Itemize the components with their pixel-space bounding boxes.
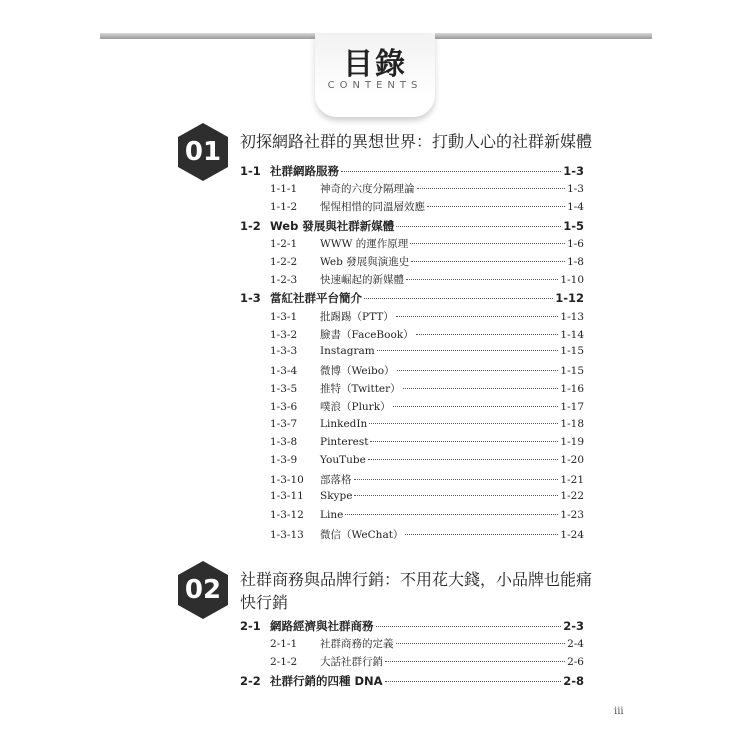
toc-subsection[interactable] — [240, 181, 584, 199]
toc-subsection[interactable] — [240, 399, 584, 417]
header-rule-left — [100, 33, 340, 39]
toc-entry-page: 1-15 — [560, 365, 584, 378]
toc-entry-number: 2-1-1 — [270, 638, 298, 651]
toc-subsection[interactable] — [240, 254, 584, 272]
dot-leader — [385, 661, 565, 662]
dot-leader — [396, 226, 561, 227]
toc-subsection[interactable] — [240, 418, 584, 436]
toc-entry-page: 1-12 — [555, 291, 584, 306]
dot-leader — [345, 514, 558, 515]
toc-entry-title: Pinterest — [320, 435, 369, 448]
toc-entry-title: 快速崛起的新媒體 — [320, 274, 404, 287]
toc-entry-number: 1-3-9 — [270, 454, 298, 466]
toc-entry-page: 1-16 — [560, 383, 584, 396]
dot-leader — [393, 406, 559, 407]
toc-entry-number: 2-2 — [240, 673, 261, 688]
toc-subsection[interactable] — [240, 436, 584, 454]
toc-entry-title: 噗浪（Plurk） — [320, 401, 391, 414]
toc-subsection[interactable] — [240, 327, 584, 345]
toc-entry-page: 2-4 — [567, 638, 584, 651]
toc-entry-page: 1-13 — [560, 310, 584, 323]
toc-section[interactable] — [240, 163, 584, 181]
dot-leader — [405, 534, 558, 535]
toc-entry-number: 1-2 — [240, 218, 261, 233]
toc-entry-number: 1-3-11 — [270, 490, 304, 503]
toc-entry-page: 1-10 — [560, 274, 584, 287]
toc-subsection[interactable] — [240, 272, 584, 290]
toc-subsection[interactable] — [240, 654, 584, 672]
toc-subsection[interactable] — [240, 636, 584, 654]
dot-leader — [411, 261, 565, 262]
toc-entry-number: 1-3-5 — [270, 383, 298, 396]
toc-entry-number: 2-1-2 — [270, 656, 298, 669]
dot-leader — [427, 206, 565, 207]
dot-leader — [354, 479, 559, 480]
toc-entry-number: 1-3-7 — [270, 417, 298, 430]
toc-entry-page: 1-17 — [560, 401, 584, 414]
toc-entry-number: 1-3-2 — [270, 328, 298, 341]
toc-entry-number: 1-2-3 — [270, 274, 298, 287]
toc-entry-title: 當紅社群平台簡介 — [270, 291, 362, 306]
toc-entry-title: LinkedIn — [320, 417, 368, 430]
toc-subsection[interactable] — [240, 527, 584, 545]
toc-entry-number: 1-2-1 — [270, 237, 298, 250]
toc-subsection[interactable] — [240, 472, 584, 490]
toc-entry-number: 1-3-12 — [270, 508, 304, 521]
toc-entry-page: 1-3 — [563, 164, 584, 178]
toc-entry-number: 1-1-1 — [270, 183, 298, 196]
toc-entry-number: 1-1 — [240, 164, 261, 178]
toc-entry-page: 1-15 — [560, 344, 584, 357]
toc-entry-number: 1-3-8 — [270, 435, 298, 448]
dot-leader — [410, 243, 565, 244]
toc-entry-page: 1-6 — [567, 237, 584, 250]
toc-entry-number: 2-1 — [240, 619, 261, 633]
toc-entry-number: 1-3-6 — [270, 401, 298, 414]
toc-entry-title: 社群網路服務 — [270, 164, 339, 178]
toc-entry-number: 1-3 — [240, 291, 261, 306]
toc-entry-title: YouTube — [320, 454, 366, 466]
toc-entry-title: 微博（Weibo） — [320, 365, 395, 378]
toc-section[interactable] — [240, 673, 584, 691]
toc-entry-page: 1-20 — [560, 454, 584, 466]
toc-entry-title: 批踢踢（PTT） — [320, 310, 394, 323]
toc-entry-number: 1-3-3 — [270, 344, 298, 357]
toc-entry-title: Web 發展與演進史 — [320, 255, 410, 268]
toc-entry-page: 2-3 — [563, 619, 584, 633]
toc-section[interactable] — [240, 290, 584, 308]
toc-entry-page: 1-14 — [560, 328, 584, 341]
page-title: 目錄 — [343, 47, 407, 82]
toc-subsection[interactable] — [240, 345, 584, 363]
toc-entry-number: 1-2-2 — [270, 255, 298, 268]
toc-entry-title: 惺惺相惜的同溫層效應 — [320, 201, 425, 214]
toc-section[interactable] — [240, 618, 584, 636]
page-number: iii — [614, 706, 624, 717]
toc-entry-page: 1-19 — [560, 435, 584, 448]
toc-entry-page: 1-3 — [567, 183, 584, 196]
toc-subsection[interactable] — [240, 454, 584, 472]
dot-leader — [406, 279, 558, 280]
toc-entry-page: 1-8 — [567, 255, 584, 268]
contents-header — [315, 33, 435, 117]
dot-leader — [369, 423, 558, 424]
dot-leader — [368, 459, 559, 460]
toc-entry-page: 2-6 — [567, 656, 584, 669]
toc-entry-title: WWW 的運作原理 — [320, 237, 409, 250]
dot-leader — [416, 334, 559, 335]
toc-entry-title: Web 發展與社群新媒體 — [270, 218, 395, 233]
toc-entry-title: 網路經濟與社群商務 — [270, 619, 374, 633]
toc-entry-title: 神奇的六度分隔理論 — [320, 183, 415, 196]
toc-entry-title: Instagram — [320, 344, 375, 357]
toc-section[interactable] — [240, 218, 584, 236]
toc-entry-page: 1-4 — [567, 201, 584, 214]
chapter-number: 02 — [184, 575, 222, 605]
toc-entry-title: Line — [320, 508, 344, 521]
dot-leader — [403, 388, 559, 389]
toc-entry-page: 1-21 — [560, 474, 584, 487]
toc-entry-number: 1-3-4 — [270, 365, 298, 378]
dot-leader — [376, 626, 562, 627]
dot-leader — [417, 188, 566, 189]
toc-subsection[interactable] — [240, 490, 584, 508]
toc-entry-number: 1-3-10 — [270, 474, 304, 487]
toc-list-chapter-02 — [240, 618, 584, 691]
page-subtitle: CONTENTS — [327, 80, 423, 91]
toc-entry-title: 推特（Twitter） — [320, 383, 401, 396]
toc-entry-title: 大話社群行銷 — [320, 656, 383, 669]
toc-entry-page: 1-23 — [560, 508, 584, 521]
toc-entry-number: 1-1-2 — [270, 201, 298, 214]
chapter-title: 社群商務與品牌行銷：不用花大錢，小品牌也能痛快行銷 — [240, 570, 593, 612]
dot-leader — [377, 350, 559, 351]
chapter-badge — [176, 560, 230, 620]
toc-entry-page: 1-5 — [563, 218, 584, 233]
toc-entry-title: 社群商務的定義 — [320, 638, 394, 651]
toc-subsection[interactable] — [240, 309, 584, 327]
chapter-title: 初探網路社群的異想世界：打動人心的社群新媒體 — [240, 132, 593, 151]
toc-entry-number: 1-3-13 — [270, 528, 304, 541]
toc-entry-page: 1-22 — [560, 490, 584, 503]
chapter-number: 01 — [184, 137, 222, 167]
toc-entry-title: 社群行銷的四種 DNA — [270, 673, 383, 688]
toc-entry-title: 微信（WeChat） — [320, 528, 404, 541]
dot-leader — [397, 370, 559, 371]
dot-leader — [396, 643, 566, 644]
toc-entry-page: 1-18 — [560, 417, 584, 430]
toc-subsection[interactable] — [240, 381, 584, 399]
toc-subsection[interactable] — [240, 509, 584, 527]
toc-subsection[interactable] — [240, 363, 584, 381]
toc-subsection[interactable] — [240, 199, 584, 217]
dot-leader — [385, 681, 562, 682]
dot-leader — [341, 171, 561, 172]
toc-list-chapter-01 — [240, 163, 584, 545]
toc-entry-page: 2-8 — [563, 673, 584, 688]
dot-leader — [354, 495, 558, 496]
toc-subsection[interactable] — [240, 236, 584, 254]
toc-entry-title: 部落格 — [320, 474, 352, 487]
toc-entry-number: 1-3-1 — [270, 310, 298, 323]
header-rule-right — [430, 33, 652, 39]
dot-leader — [370, 441, 558, 442]
toc-entry-title: Skype — [320, 490, 353, 503]
toc-entry-page: 1-24 — [560, 528, 584, 541]
toc-entry-title: 臉書（FaceBook） — [320, 328, 414, 341]
dot-leader — [396, 316, 559, 317]
dot-leader — [364, 298, 553, 299]
chapter-badge — [176, 122, 230, 182]
